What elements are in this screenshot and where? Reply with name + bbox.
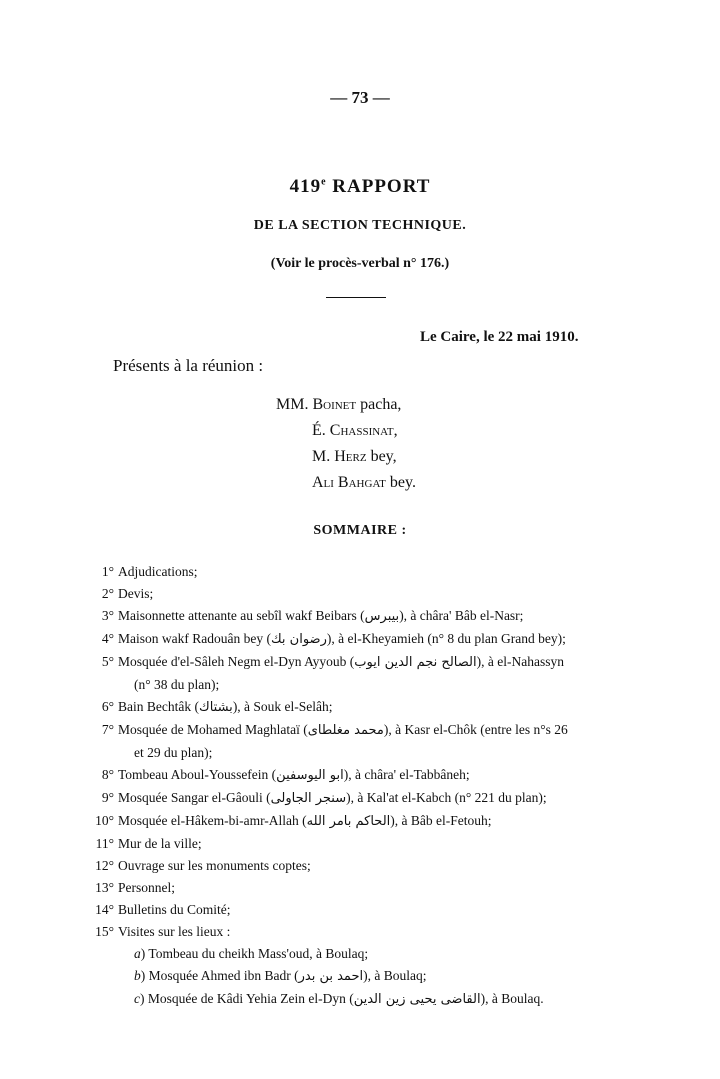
- item-number: 12°: [95, 858, 114, 873]
- list-item: [84, 719, 644, 742]
- item-number: 14°: [95, 902, 114, 917]
- item-text-rest: ), à châra' el-Tabbâneh;: [343, 767, 470, 782]
- arabic-name: بيبرس: [364, 609, 400, 624]
- list-item: [84, 583, 644, 605]
- item-number: 3°: [101, 608, 114, 623]
- list-item: [84, 810, 644, 833]
- item-number: 13°: [95, 880, 114, 895]
- member-prefix: É.: [312, 422, 330, 439]
- item-text-rest: ), à Kal'at el-Kabch (n° 221 du plan);: [346, 790, 547, 805]
- item-number: 5°: [101, 654, 114, 669]
- arabic-name: احمد بن بدر: [298, 969, 364, 984]
- page-number: — 73 —: [330, 88, 390, 107]
- item-text-continued: et 29 du plan);: [134, 745, 213, 760]
- list-item: [84, 921, 644, 943]
- minutes-reference: (Voir le procès-verbal n° 176.): [270, 256, 450, 271]
- sub-item-letter: a: [134, 946, 141, 961]
- item-text: Personnel;: [118, 880, 175, 895]
- divider: [326, 297, 386, 298]
- members-list: [276, 392, 416, 496]
- member-row: [276, 418, 416, 444]
- list-item: [84, 833, 644, 855]
- list-item: [84, 877, 644, 899]
- list-item: [84, 651, 644, 674]
- report-title: [0, 176, 720, 198]
- arabic-name: الصالح نجم الدين ايوب: [354, 655, 477, 670]
- report-title-text: RAPPORT: [326, 176, 431, 197]
- item-number: 7°: [101, 722, 114, 737]
- member-name: Chassinat: [329, 422, 394, 439]
- item-text: Adjudications;: [118, 564, 198, 579]
- arabic-name: سنجر الجاولى: [270, 791, 347, 806]
- member-row: [276, 470, 416, 496]
- member-suffix: bey,: [366, 448, 397, 465]
- item-text: Mosquée Sangar el-Gâouli (: [118, 790, 271, 805]
- member-suffix: pacha,: [356, 396, 402, 413]
- sub-item-letter: c: [134, 991, 140, 1006]
- sommaire-list: [84, 561, 644, 1011]
- member-prefix: MM.: [276, 396, 313, 413]
- member-name: Ali Bahgat: [312, 474, 386, 491]
- member-row: [276, 392, 416, 418]
- sommaire-heading: SOMMAIRE :: [313, 523, 407, 538]
- list-item-continuation: [84, 674, 644, 696]
- list-item: [84, 628, 644, 651]
- item-number: 15°: [95, 924, 114, 939]
- item-number: 11°: [95, 836, 114, 851]
- sub-item: b) Mosquée Ahmed ibn Badr (احمد بن بدر), à Boulaq;: [134, 968, 427, 984]
- sub-item: c) Mosquée de Kâdi Yehia Zein el-Dyn (القاضى يحيى زين الدين), à Boulaq.: [134, 991, 544, 1007]
- item-number: 1°: [101, 564, 114, 579]
- member-suffix: ,: [393, 422, 398, 439]
- item-text: Tombeau Aboul-Youssefein (: [118, 767, 277, 782]
- presents-label: Présents à la réunion :: [113, 356, 264, 375]
- item-text: Mosquée de Mohamed Maghlataï (: [118, 722, 308, 737]
- item-text: Maison wakf Radouân bey (: [118, 631, 271, 646]
- dateline: Le Caire, le 22 mai 1910.: [420, 329, 579, 345]
- item-text: Maisonnette attenante au sebîl wakf Beibars (: [118, 608, 365, 623]
- arabic-name: محمد مغلطاى: [307, 723, 384, 738]
- arabic-name: ابو اليوسفين: [276, 768, 344, 783]
- list-item: [84, 764, 644, 787]
- arabic-name: بشتاك: [198, 700, 233, 715]
- list-item-continuation: [84, 742, 644, 764]
- item-text: Bain Bechtâk (: [118, 699, 199, 714]
- sub-item: a) Tombeau du cheikh Mass'oud, à Boulaq;: [134, 946, 369, 961]
- item-text: Ouvrage sur les monuments coptes;: [118, 858, 311, 873]
- item-text: Mosquée el-Hâkem-bi-amr-Allah (: [118, 813, 307, 828]
- member-suffix: bey.: [385, 474, 416, 491]
- arabic-name: الحاكم بامر الله: [306, 814, 391, 829]
- list-item: [84, 855, 644, 877]
- list-item: [84, 696, 644, 719]
- sub-item-text: Mosquée de Kâdi Yehia Zein el-Dyn (: [147, 991, 354, 1006]
- item-text: Mosquée d'el-Sâleh Negm el-Dyn Ayyoub (: [118, 654, 355, 669]
- list-item: [84, 605, 644, 628]
- report-number-suffix: e: [321, 176, 327, 188]
- item-text-rest: ), à el-Kheyamieh (n° 8 du plan Grand bey);: [326, 631, 566, 646]
- member-name: Boinet: [312, 396, 357, 413]
- report-subtitle: DE LA SECTION TECHNIQUE.: [253, 218, 467, 233]
- item-number: 10°: [95, 813, 114, 828]
- item-number: 9°: [101, 790, 114, 805]
- item-text: Bulletins du Comité;: [118, 902, 231, 917]
- sub-item-text: Mosquée Ahmed ibn Badr (: [148, 968, 299, 983]
- arabic-name: رضوان بك: [270, 632, 327, 647]
- sub-item-letter: b: [134, 968, 141, 983]
- item-number: 6°: [101, 699, 114, 714]
- sub-item-text-rest: ), à Boulaq.: [480, 991, 544, 1006]
- list-item: [84, 899, 644, 921]
- sub-item-text: Tombeau du cheikh Mass'oud, à Boulaq;: [148, 946, 369, 961]
- item-number: 4°: [101, 631, 114, 646]
- report-number: 419: [289, 176, 322, 197]
- list-item: [84, 787, 644, 810]
- arabic-name: القاضى يحيى زين الدين: [353, 992, 481, 1007]
- item-text-rest: ), à Bâb el-Fetouh;: [390, 813, 492, 828]
- item-text-rest: ), à Souk el-Selâh;: [232, 699, 333, 714]
- item-number: 8°: [101, 767, 114, 782]
- item-text: Mur de la ville;: [118, 836, 202, 851]
- item-text-continued: (n° 38 du plan);: [134, 677, 220, 692]
- sub-item-text-rest: ), à Boulaq;: [363, 968, 427, 983]
- item-text: Visites sur les lieux :: [118, 924, 231, 939]
- member-name: Herz: [334, 448, 367, 465]
- item-text-rest: ), à châra' Bâb el-Nasr;: [399, 608, 524, 623]
- item-number: 2°: [101, 586, 114, 601]
- item-text-rest: ), à el-Nahassyn: [476, 654, 564, 669]
- member-prefix: M.: [312, 448, 335, 465]
- item-text: Devis;: [118, 586, 154, 601]
- member-row: [276, 444, 416, 470]
- list-item: [84, 561, 644, 583]
- item-text-rest: ), à Kasr el-Chôk (entre les n°s 26: [383, 722, 568, 737]
